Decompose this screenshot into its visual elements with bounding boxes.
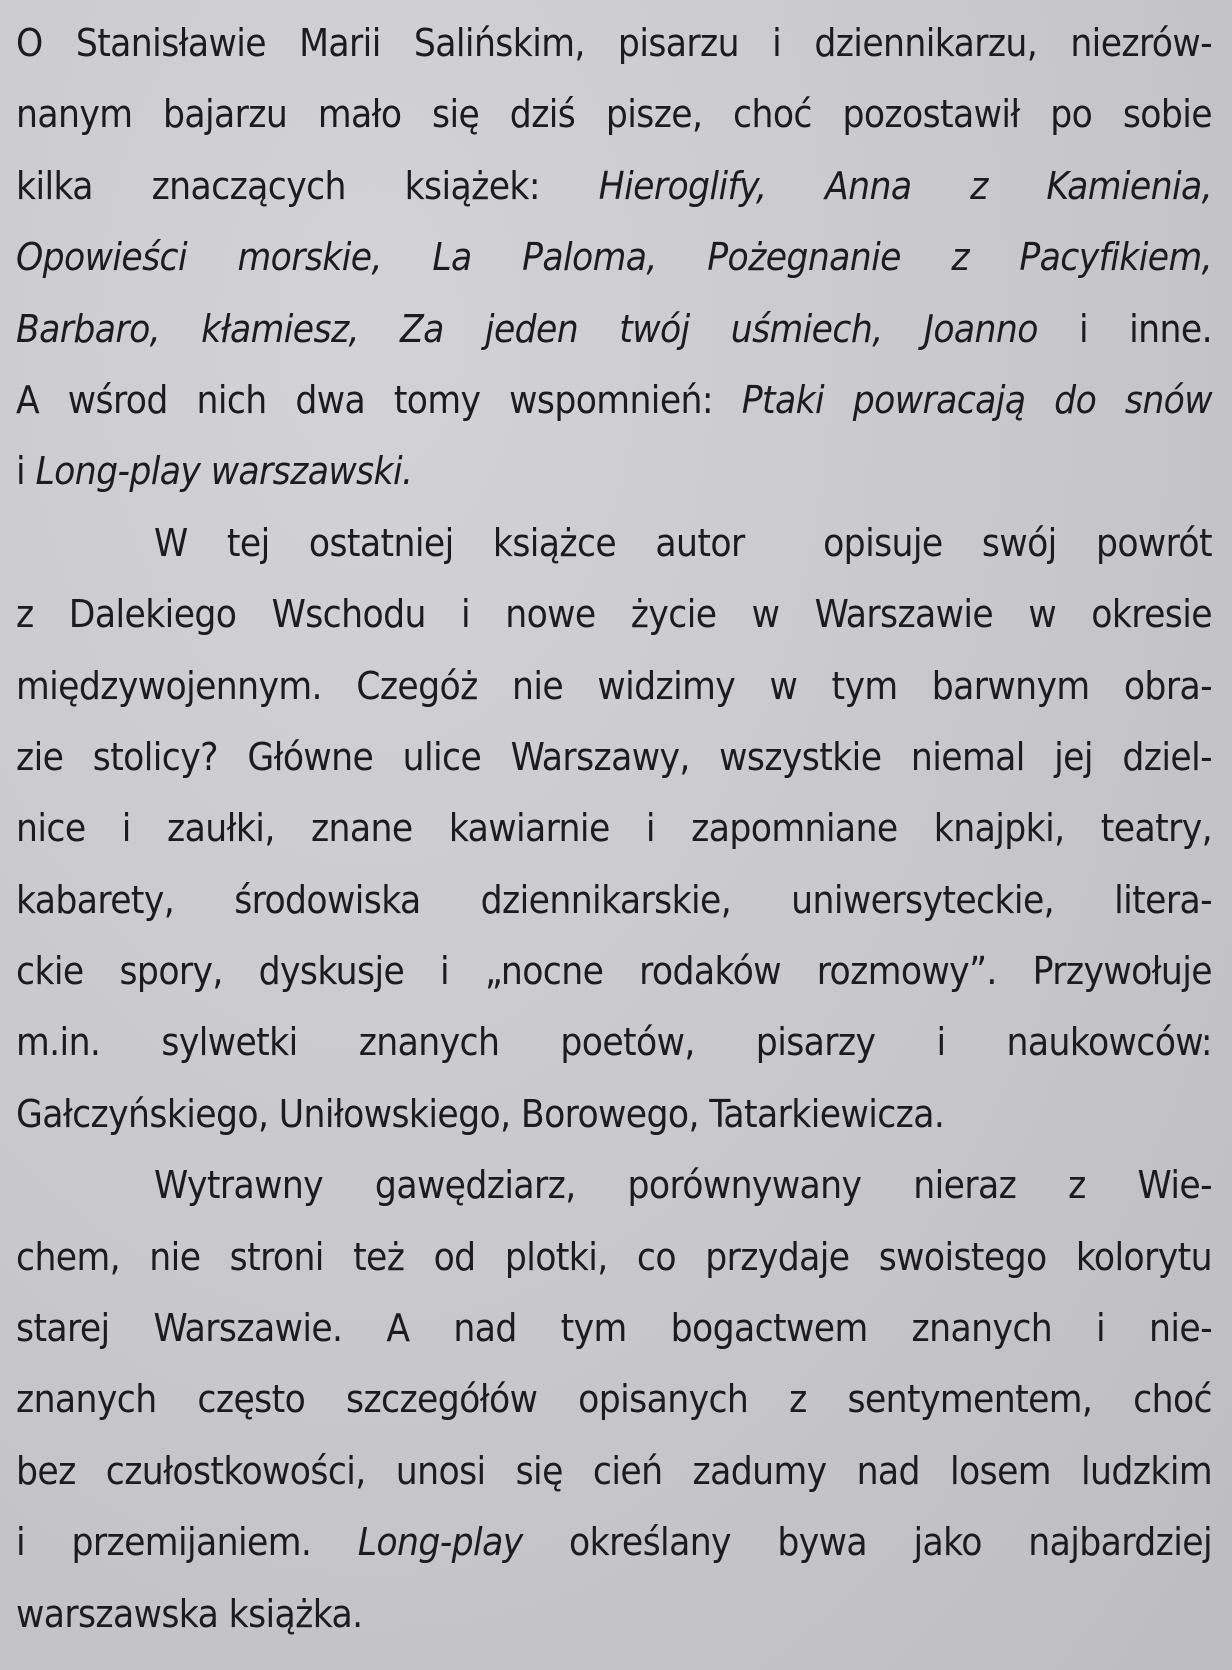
text-line bbox=[16, 151, 1212, 222]
paragraph bbox=[16, 508, 1212, 1151]
paragraph bbox=[16, 1150, 1212, 1650]
text-segment: chem, nie stroni też od plotki, co przydaje swoistego kolorytu bbox=[16, 1234, 1212, 1280]
text-segment: W tej ostatniej książce autor opisuje swój powrót bbox=[154, 520, 1212, 566]
text-segment: nice i zaułki, znane kawiarnie i zapomniane knajpki, teatry, bbox=[16, 806, 1212, 852]
text-line bbox=[16, 722, 1212, 793]
text-line bbox=[16, 8, 1212, 79]
text-line bbox=[16, 1436, 1212, 1507]
book-title-italic: Barbaro, kłamiesz, Za jeden twój uśmiech, Joanno bbox=[16, 306, 1038, 352]
text-segment: A wśrod nich dwa tomy wspomnień: bbox=[16, 377, 742, 423]
text-segment: określany bywa jako najbardziej bbox=[522, 1520, 1212, 1566]
text-segment: bez czułostkowości, unosi się cień zadumy nad losem ludzkim bbox=[16, 1448, 1212, 1494]
text-segment: ckie spory, dyskusje i „nocne rodaków rozmowy”. Przywołuje bbox=[16, 949, 1212, 995]
text-line bbox=[16, 1507, 1212, 1578]
text-segment: m.in. sylwetki znanych poetów, pisarzy i naukowców: bbox=[16, 1020, 1212, 1066]
text-line bbox=[16, 936, 1212, 1007]
text-segment: nanym bajarzu mało się dziś pisze, choć pozostawił po sobie bbox=[16, 92, 1212, 138]
text-segment: z Dalekiego Wschodu i nowe życie w Warszawie w okresie bbox=[16, 592, 1212, 638]
book-title-italic: Long-play warszawski. bbox=[35, 449, 413, 495]
text-line bbox=[16, 651, 1212, 722]
text-segment: Gałczyńskiego, Uniłowskiego, Borowego, Tatarkiewicza. bbox=[16, 1091, 945, 1137]
book-title-italic: Hieroglify, Anna z Kamienia, bbox=[598, 163, 1213, 209]
text-line bbox=[16, 1364, 1212, 1435]
paragraph bbox=[16, 8, 1212, 508]
text-line bbox=[16, 1007, 1212, 1078]
text-line bbox=[16, 1579, 1212, 1650]
text-line bbox=[16, 1079, 1212, 1150]
book-title-italic: Long-play bbox=[357, 1520, 523, 1566]
text-segment: zie stolicy? Główne ulice Warszawy, wszystkie niemal jej dziel- bbox=[16, 734, 1212, 780]
text-line bbox=[16, 865, 1212, 936]
text-segment: i inne. bbox=[1037, 306, 1212, 352]
text-line bbox=[16, 579, 1212, 650]
book-title-italic: Ptaki powracają do snów bbox=[741, 377, 1212, 423]
text-line bbox=[16, 222, 1212, 293]
text-line bbox=[16, 1222, 1212, 1293]
text-segment: znanych często szczegółów opisanych z sentymentem, choć bbox=[16, 1377, 1212, 1423]
text-segment: kabarety, środowiska dziennikarskie, uniwersyteckie, litera- bbox=[16, 877, 1212, 923]
text-segment: międzywojennym. Czegóż nie widzimy w tym barwnym obra- bbox=[16, 663, 1212, 709]
text-line bbox=[16, 294, 1212, 365]
text-line bbox=[16, 1293, 1212, 1364]
text-segment: warszawska książka. bbox=[16, 1591, 363, 1637]
blurb-text-body bbox=[16, 8, 1212, 1650]
text-segment: starej Warszawie. A nad tym bogactwem znanych i nie- bbox=[16, 1306, 1212, 1352]
book-title-italic: Opowieści morskie, La Paloma, Pożegnanie z Pacyfikiem, bbox=[16, 235, 1212, 281]
book-blurb-page bbox=[16, 8, 1212, 1650]
text-line bbox=[16, 793, 1212, 864]
text-line bbox=[16, 1150, 1212, 1221]
text-segment: i bbox=[16, 449, 36, 495]
text-segment: O Stanisławie Marii Salińskim, pisarzu i dziennikarzu, niezrów- bbox=[16, 21, 1212, 66]
text-segment: Wytrawny gawędziarz, porównywany nieraz z Wie- bbox=[154, 1163, 1212, 1209]
text-line bbox=[16, 79, 1212, 150]
text-line bbox=[16, 365, 1212, 436]
text-line bbox=[16, 508, 1212, 579]
text-segment: kilka znaczących książek: bbox=[16, 163, 599, 209]
text-line bbox=[16, 436, 1212, 507]
text-segment: i przemijaniem. bbox=[16, 1520, 358, 1566]
